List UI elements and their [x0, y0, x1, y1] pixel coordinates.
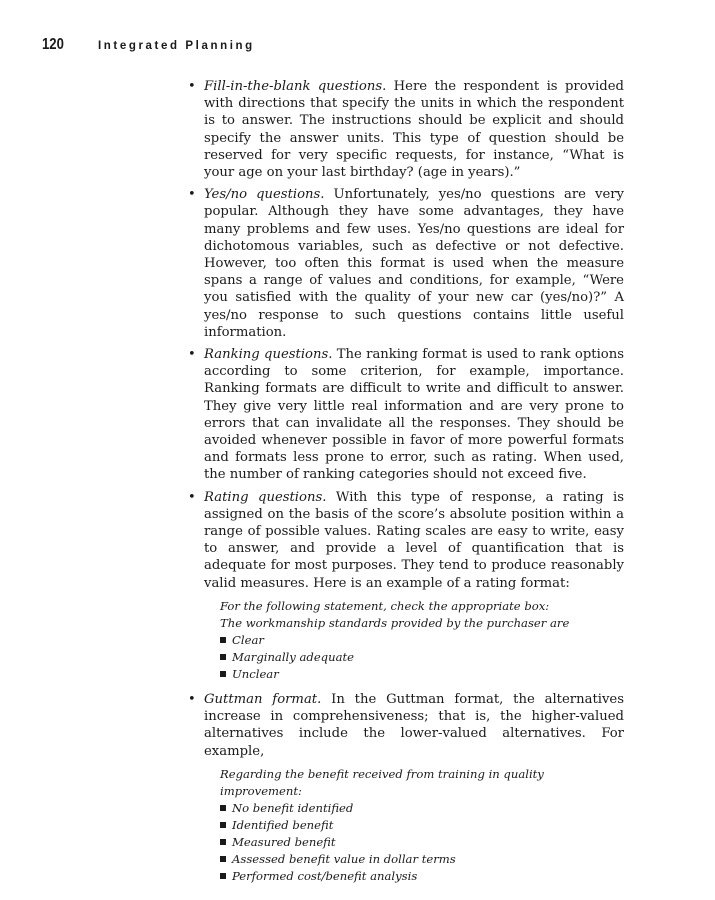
example-option [220, 817, 624, 834]
option-label: Measured benefit [232, 834, 336, 849]
example-option [220, 868, 624, 885]
item-term: Yes/no questions. [204, 187, 325, 203]
bullet-icon: • [188, 187, 196, 203]
option-label: No benefit identified [232, 800, 354, 815]
square-bullet-icon [220, 873, 226, 879]
example-line: Regarding the benefit received from training in quality improvement: [220, 766, 544, 798]
square-bullet-icon [220, 856, 226, 862]
page-header [42, 36, 255, 54]
example-option [220, 632, 624, 649]
page-content [186, 78, 624, 893]
option-label: Marginally adequate [232, 649, 355, 664]
option-label: Identified benefit [232, 817, 334, 832]
square-bullet-icon [220, 822, 226, 828]
option-label: Assessed benefit value in dollar terms [232, 851, 456, 866]
item-term: Fill-in-the-blank questions. [204, 79, 387, 94]
square-bullet-icon [220, 839, 226, 845]
square-bullet-icon [220, 654, 226, 660]
list-item-guttman [186, 691, 624, 760]
item-term: Guttman format. [204, 691, 322, 707]
option-label: Clear [232, 632, 264, 647]
list-item-ranking [186, 346, 624, 484]
example-option [220, 851, 624, 868]
item-term: Rating questions. [204, 489, 327, 505]
option-label: Performed cost/benefit analysis [232, 868, 418, 883]
guttman-example [220, 766, 624, 885]
running-title: Integrated Planning [98, 40, 255, 52]
square-bullet-icon [220, 671, 226, 677]
bullet-icon: • [188, 347, 196, 363]
example-option [220, 666, 624, 683]
option-label: Unclear [232, 666, 279, 681]
item-body: In the Guttman format, the alternatives increase in comprehensiveness; that is, the higher-valued alternatives include the lower-valued alternatives. For example, [204, 691, 624, 759]
example-option [220, 649, 624, 666]
rating-example [220, 598, 624, 683]
example-line: For the following statement, check the appropriate box: [220, 598, 550, 613]
item-body: Unfortunately, yes/no questions are very popular. Although they have some advantages, they have many problems and few uses. Yes/no questions are ideal for dichotomous variables, such as defective or not defective. However, too often this format is used when the measure spans a range of values and conditions, for example, “Were you satisfied with the quality of your new car (yes/no)?” A yes/no response to such questions contains little useful information. [204, 187, 625, 340]
item-term: Ranking questions. [204, 347, 333, 363]
example-option [220, 800, 624, 817]
list-item-rating [186, 489, 624, 592]
example-line: The workmanship standards provided by the purchaser are [220, 615, 570, 630]
item-body: With this type of response, a rating is assigned on the basis of the score’s absolute position within a range of possible values. Rating scales are easy to write, easy to answer, and provide a level of quantification that is adequate for most purposes. They tend to produce reasonably valid measures. Here is an example of a rating format: [204, 489, 624, 591]
example-option [220, 834, 624, 851]
item-body: The ranking format is used to rank options according to some criterion, for example, importance. Ranking formats are difficult to write and difficult to answer. They give very little real information and are very prone to errors that can invalidate all the responses. They should be avoided whenever possible in favor of more powerful formats and formats less prone to error, such as rating. When used, the number of ranking categories should not exceed five. [204, 347, 624, 483]
square-bullet-icon [220, 805, 226, 811]
list-item-yes-no [186, 186, 624, 341]
page-number: 120 [42, 36, 64, 53]
bullet-icon: • [188, 691, 196, 707]
bullet-icon: • [188, 79, 196, 94]
list-item-fill-in-the-blank [186, 78, 624, 181]
bullet-icon: • [188, 489, 196, 505]
square-bullet-icon [220, 637, 226, 643]
item-body: Here the respondent is provided with directions that specify the units in which the respondent is to answer. The instructions should be explicit and should specify the answer units. This type of question should be reserved for very specific requests, for instance, “What is your age on your last birthday? (age in years).” [204, 79, 624, 181]
